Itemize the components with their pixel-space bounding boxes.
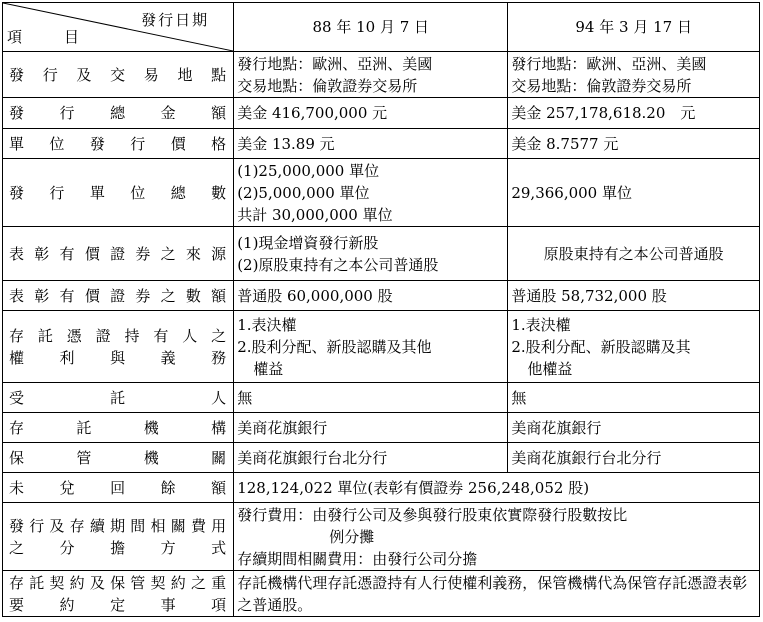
row-label: 未兌回餘額 (3, 473, 234, 503)
row-value-col2: 原股東持有之本公司普通股 (508, 227, 760, 281)
value-line: 2.股利分配、新股認購及其他 (237, 337, 432, 356)
row-unit-price (3, 129, 760, 159)
row-value-col1 (234, 52, 508, 98)
row-label: 單位發行價格 (3, 129, 234, 159)
corner-bottom-label (7, 26, 121, 48)
row-custodian (3, 443, 760, 473)
row-value-merged: 128,124,022 單位(表彰有價證券 256,248,052 股) (234, 473, 760, 503)
corner-bottom-word-1: 項 (7, 28, 23, 46)
corner-top-label: 發行日期 (141, 11, 210, 29)
row-label: 表彰有價證券之來源 (3, 227, 234, 281)
row-label: 發行總金額 (3, 98, 234, 129)
row-value-col2: 普通股 58,732,000 股 (508, 281, 760, 311)
row-value-merged (234, 503, 760, 571)
label-line: 要約定事項 (9, 595, 228, 614)
row-label: 受託人 (3, 383, 234, 413)
row-value-col2: 美商花旗銀行 (508, 413, 760, 443)
row-label (3, 571, 234, 617)
row-value-merged: 存託機構代理存託憑證持有人行使權利義務，保管機構代為保管存託憑證表彰之普通股。 (234, 571, 760, 617)
value-line: 發行地點：歐洲、亞洲、美國 (237, 54, 433, 73)
label-line: 之分擔方式 (9, 538, 228, 557)
gdr-info-table (2, 2, 760, 617)
row-outstanding (3, 473, 760, 503)
row-label: 保管機關 (3, 443, 234, 473)
row-holder-rights (3, 311, 760, 383)
row-value-col1: 美商花旗銀行台北分行 (234, 443, 508, 473)
row-value-col2: 美金 257,178,618.20 元 (508, 98, 760, 129)
header-row (3, 3, 760, 52)
value-line: 1.表決權 (511, 315, 571, 334)
row-label: 發行及交易地點 (3, 52, 234, 98)
row-total-amount (3, 98, 760, 129)
row-value-col2 (508, 52, 760, 98)
row-label (3, 311, 234, 383)
value-line: 權益 (253, 359, 284, 378)
row-total-units (3, 159, 760, 227)
row-value-col1: 美金 13.89 元 (234, 129, 508, 159)
label-line: 存託契約及保管契約之重 (9, 573, 228, 592)
row-agreements (3, 571, 760, 617)
value-line: (2)5,000,000 單位 (237, 183, 370, 202)
row-expenses (3, 503, 760, 571)
value-line: (2)原股東持有之本公司普通股 (237, 255, 439, 274)
row-trustee (3, 383, 760, 413)
label-line: 發行及存續期間相關費用 (9, 516, 228, 535)
row-value-col1 (234, 311, 508, 383)
label-line: 存託憑證持有人之 (9, 326, 228, 345)
value-line: 交易地點：倫敦證券交易所 (237, 76, 418, 95)
header-corner-cell (3, 3, 234, 52)
value-line: 他權益 (527, 359, 573, 378)
label-line: 權利與義務 (9, 348, 228, 367)
value-line: 交易地點：倫敦證券交易所 (511, 76, 692, 95)
row-source (3, 227, 760, 281)
value-line: 發行費用：由發行公司及參與發行股東依實際發行股數按比 (237, 505, 628, 524)
value-line: 1.表決權 (237, 315, 297, 334)
col1-date: 88 年 10 月 7 日 (234, 3, 508, 52)
row-value-col1: 美商花旗銀行 (234, 413, 508, 443)
value-line: 2.股利分配、新股認購及其 (511, 337, 691, 356)
row-label: 存託機構 (3, 413, 234, 443)
row-value-col2: 無 (508, 383, 760, 413)
row-securities-count (3, 281, 760, 311)
row-value-col1 (234, 159, 508, 227)
value-line: 發行地點：歐洲、亞洲、美國 (511, 54, 707, 73)
col2-date: 94 年 3 月 17 日 (508, 3, 760, 52)
value-line: 例分攤 (329, 527, 375, 546)
row-value-col1 (234, 227, 508, 281)
value-line: (1)25,000,000 單位 (237, 161, 380, 180)
row-label: 發行單位總數 (3, 159, 234, 227)
value-line: 共計 30,000,000 單位 (237, 205, 393, 224)
row-label (3, 503, 234, 571)
row-value-col2: 美金 8.7577 元 (508, 129, 760, 159)
row-value-col2: 29,366,000 單位 (508, 159, 760, 227)
row-label: 表彰有價證券之數額 (3, 281, 234, 311)
corner-bottom-word-2: 目 (64, 28, 80, 46)
row-issue-place (3, 52, 760, 98)
row-value-col2 (508, 311, 760, 383)
row-value-col1: 無 (234, 383, 508, 413)
row-value-col2: 美商花旗銀行台北分行 (508, 443, 760, 473)
row-value-col1: 普通股 60,000,000 股 (234, 281, 508, 311)
row-value-col1: 美金 416,700,000 元 (234, 98, 508, 129)
value-line: 存續期間相關費用：由發行公司分擔 (237, 549, 478, 568)
row-depositary (3, 413, 760, 443)
value-line: (1)現金增資發行新股 (237, 233, 379, 252)
